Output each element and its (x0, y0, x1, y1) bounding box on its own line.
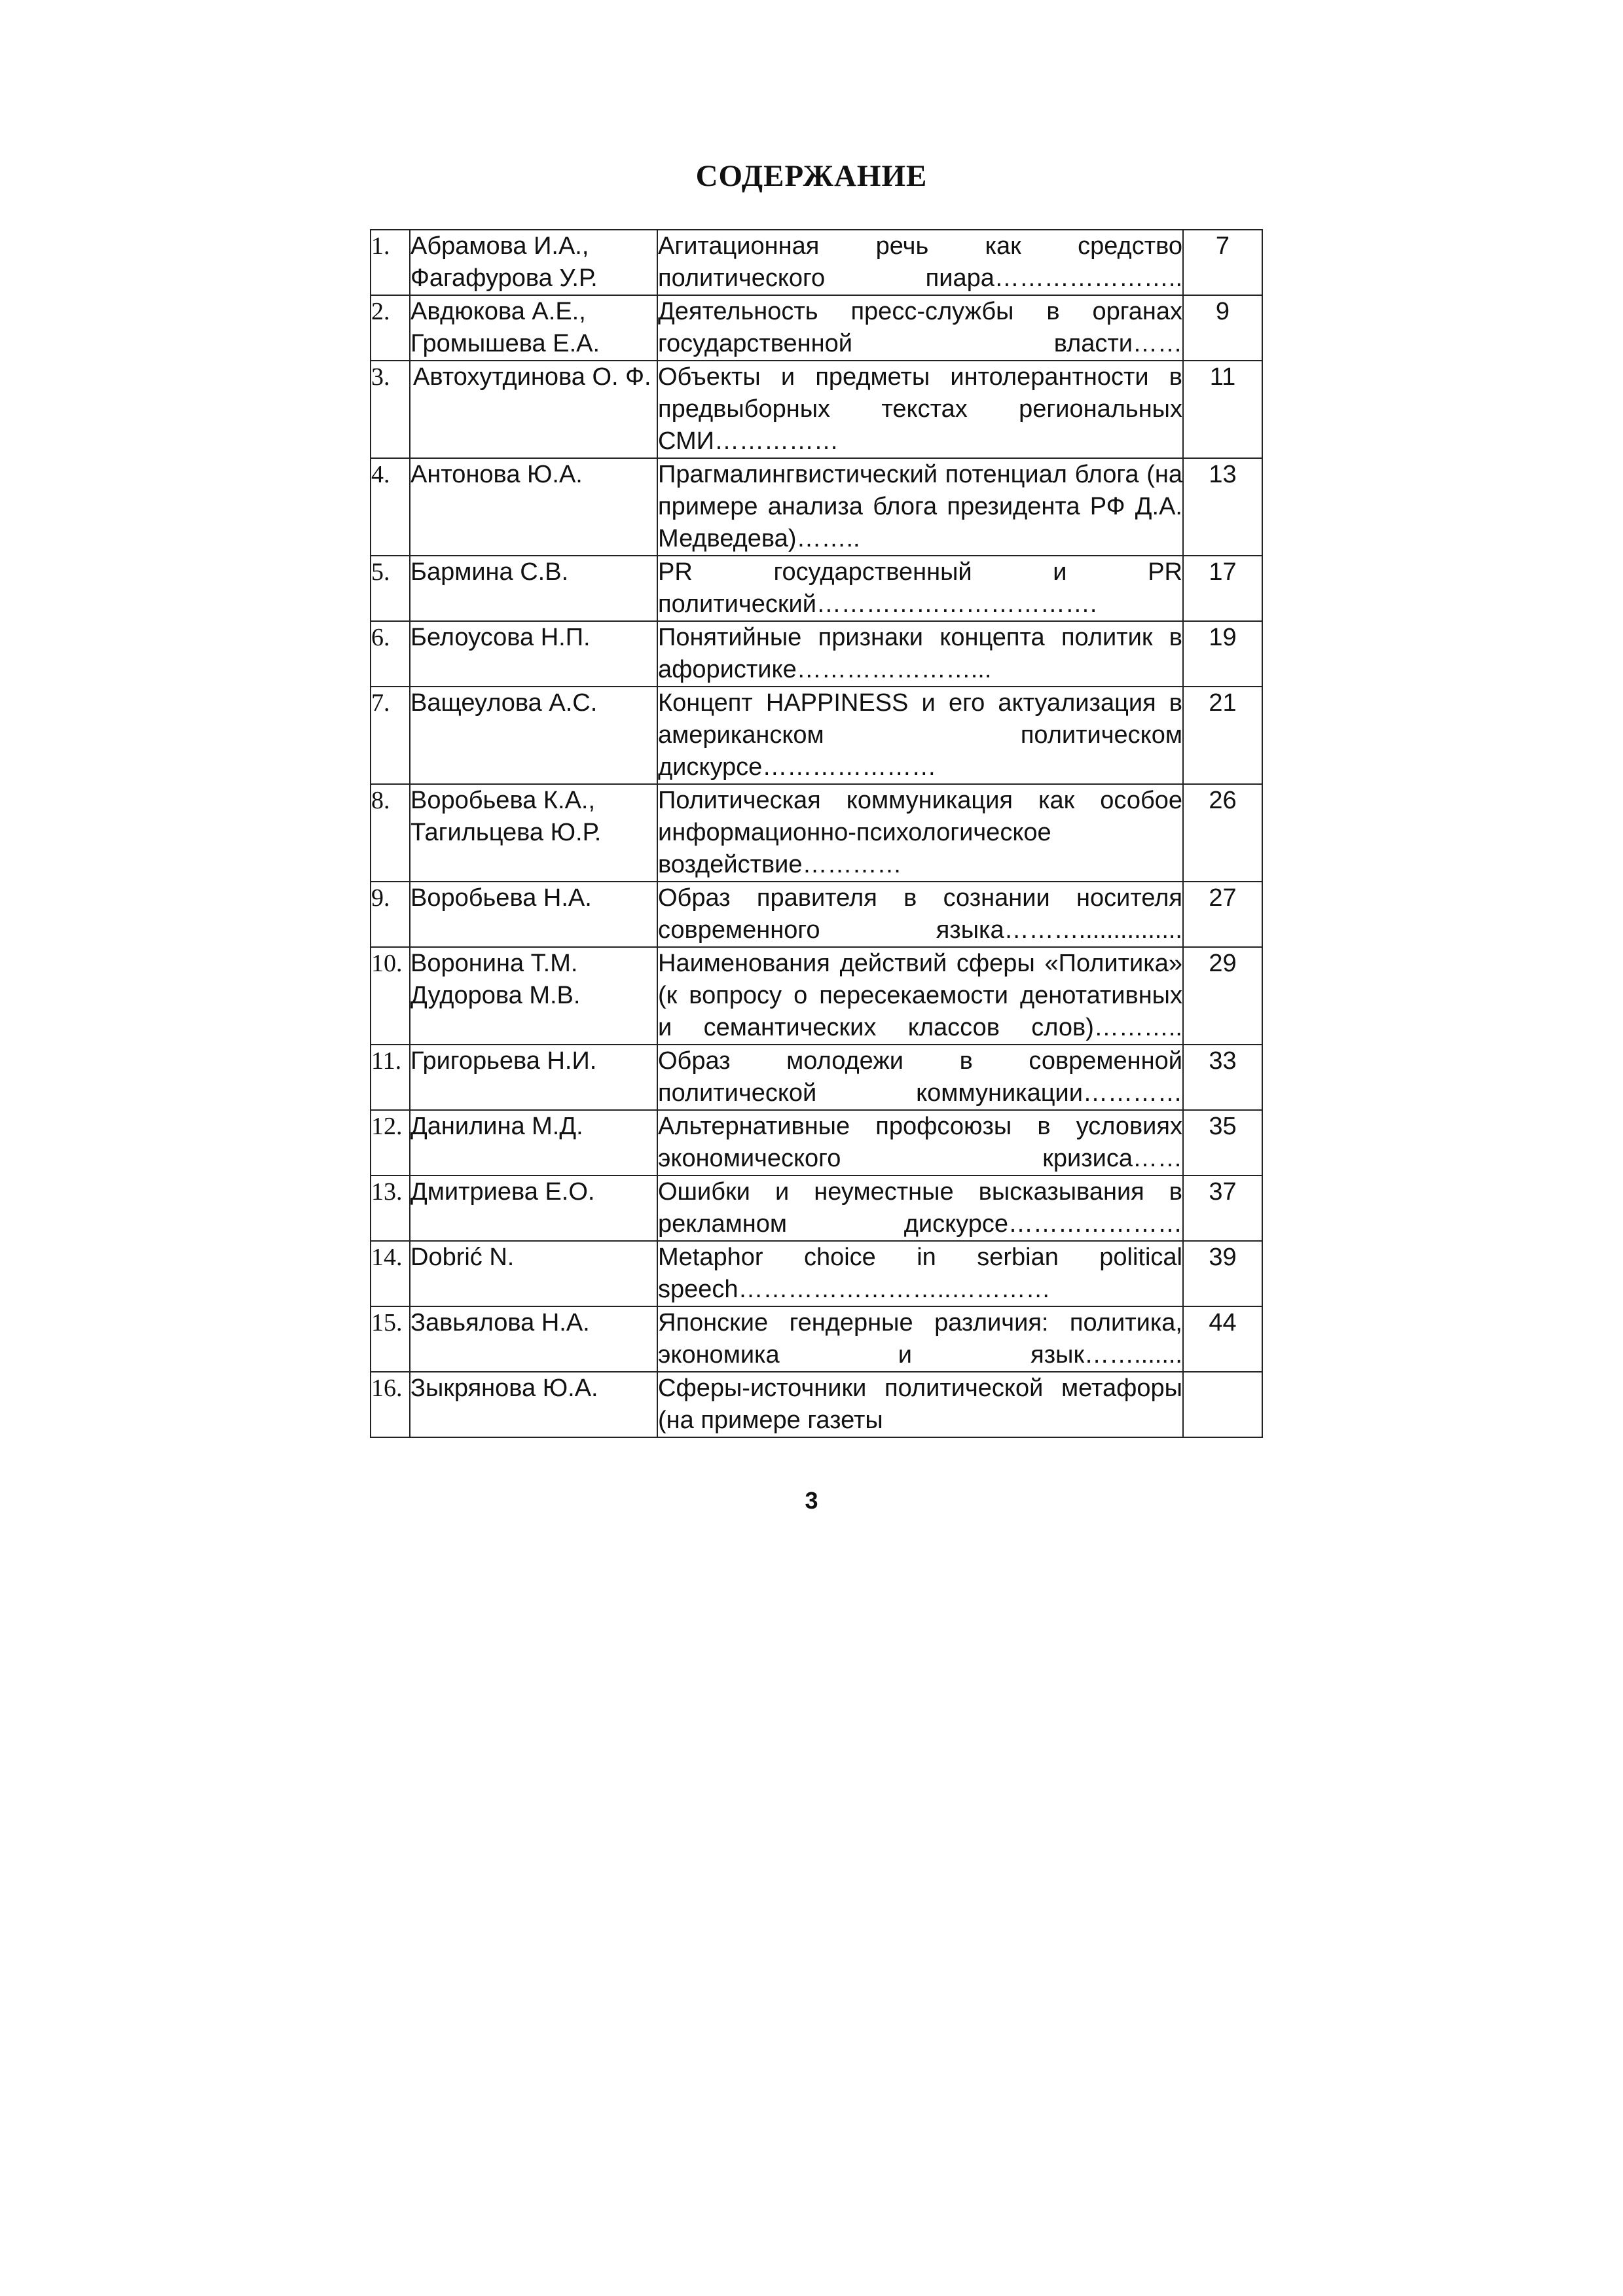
contents-table (370, 229, 1263, 1438)
entry-page: 29 (1183, 947, 1262, 1045)
entry-title: Политическая коммуникация как особое информационно-психологическое воздействие………… (657, 784, 1183, 882)
entry-title: Metaphor choice in serbian political speech……………………..………… (657, 1241, 1183, 1306)
entry-authors: Автохутдинова О. Ф. (410, 361, 657, 458)
entry-page (1183, 1372, 1262, 1437)
entry-authors: Данилина М.Д. (410, 1110, 657, 1175)
entry-page: 35 (1183, 1110, 1262, 1175)
entry-page: 19 (1183, 621, 1262, 687)
entry-authors: Воробьева Н.А. (410, 882, 657, 947)
page-number: 3 (805, 1487, 818, 1514)
toc-row (371, 556, 1262, 621)
toc-row (371, 784, 1262, 882)
entry-authors: Антонова Ю.А. (410, 458, 657, 556)
toc-row (371, 687, 1262, 784)
entry-number: 9. (371, 882, 410, 947)
entry-authors: Абрамова И.А., Фагафурова У.Р. (410, 230, 657, 295)
entry-page: 7 (1183, 230, 1262, 295)
entry-page: 26 (1183, 784, 1262, 882)
entry-title: Агитационная речь как средство политического пиара………………….. (657, 230, 1183, 295)
toc-row (371, 1045, 1262, 1110)
toc-row (371, 1241, 1262, 1306)
entry-page: 11 (1183, 361, 1262, 458)
entry-title: Альтернативные профсоюзы в условиях экономического кризиса…… (657, 1110, 1183, 1175)
entry-number: 10. (371, 947, 410, 1045)
entry-authors: Dobrić N. (410, 1241, 657, 1306)
entry-authors: Авдюкова А.Е., Громышева Е.А. (410, 295, 657, 361)
toc-row (371, 1372, 1262, 1437)
entry-page: 9 (1183, 295, 1262, 361)
entry-number: 3. (371, 361, 410, 458)
entry-page: 27 (1183, 882, 1262, 947)
entry-authors: Воронина Т.М. Дудорова М.В. (410, 947, 657, 1045)
page-title: СОДЕРЖАНИЕ (695, 159, 928, 193)
entry-authors: Завьялова Н.А. (410, 1306, 657, 1372)
entry-page: 17 (1183, 556, 1262, 621)
entry-title: Понятийные признаки концепта политик в афористике…………………... (657, 621, 1183, 687)
toc-row (371, 1306, 1262, 1372)
entry-number: 8. (371, 784, 410, 882)
entry-number: 15. (371, 1306, 410, 1372)
entry-title: Концепт HAPPINESS и его актуализация в американском политическом дискурсе………………… (657, 687, 1183, 784)
entry-number: 6. (371, 621, 410, 687)
entry-number: 12. (371, 1110, 410, 1175)
entry-authors: Ващеулова А.С. (410, 687, 657, 784)
entry-title: Наименования действий сферы «Политика» (к вопросу о пересекаемости денотативных и семантических классов слов)……….. (657, 947, 1183, 1045)
entry-title: Ошибки и неуместные высказывания в рекламном дискурсе………………… (657, 1175, 1183, 1241)
entry-number: 14. (371, 1241, 410, 1306)
entry-title: Образ правителя в сознании носителя современного языка………............... (657, 882, 1183, 947)
entry-authors: Бармина С.В. (410, 556, 657, 621)
toc-row (371, 361, 1262, 458)
entry-number: 11. (371, 1045, 410, 1110)
entry-page: 44 (1183, 1306, 1262, 1372)
entry-title: Прагмалингвистический потенциал блога (на примере анализа блога президента РФ Д.А. Медведева)…….. (657, 458, 1183, 556)
entry-number: 4. (371, 458, 410, 556)
entry-page: 39 (1183, 1241, 1262, 1306)
toc-row (371, 230, 1262, 295)
toc-row (371, 947, 1262, 1045)
entry-title: Объекты и предметы интолерантности в предвыборных текстах региональных СМИ…………… (657, 361, 1183, 458)
entry-page: 33 (1183, 1045, 1262, 1110)
entry-number: 2. (371, 295, 410, 361)
entry-title: Образ молодежи в современной политической коммуникации………… (657, 1045, 1183, 1110)
toc-row (371, 882, 1262, 947)
entry-authors: Воробьева К.А., Тагильцева Ю.Р. (410, 784, 657, 882)
entry-page: 13 (1183, 458, 1262, 556)
toc-row (371, 1175, 1262, 1241)
entry-authors: Григорьева Н.И. (410, 1045, 657, 1110)
entry-number: 7. (371, 687, 410, 784)
toc-row (371, 458, 1262, 556)
entry-title: Сферы-источники политической метафоры (на примере газеты (657, 1372, 1183, 1437)
toc-row (371, 295, 1262, 361)
entry-number: 5. (371, 556, 410, 621)
entry-page: 21 (1183, 687, 1262, 784)
entry-number: 1. (371, 230, 410, 295)
entry-number: 16. (371, 1372, 410, 1437)
entry-title: PR государственный и PR политический……………………………. (657, 556, 1183, 621)
entry-title: Деятельность пресс-службы в органах государственной власти…… (657, 295, 1183, 361)
entry-number: 13. (371, 1175, 410, 1241)
toc-row (371, 621, 1262, 687)
entry-authors: Белоусова Н.П. (410, 621, 657, 687)
entry-authors: Зыкрянова Ю.А. (410, 1372, 657, 1437)
entry-title: Японские гендерные различия: политика, экономика и язык……....... (657, 1306, 1183, 1372)
entry-page: 37 (1183, 1175, 1262, 1241)
toc-row (371, 1110, 1262, 1175)
entry-authors: Дмитриева Е.О. (410, 1175, 657, 1241)
